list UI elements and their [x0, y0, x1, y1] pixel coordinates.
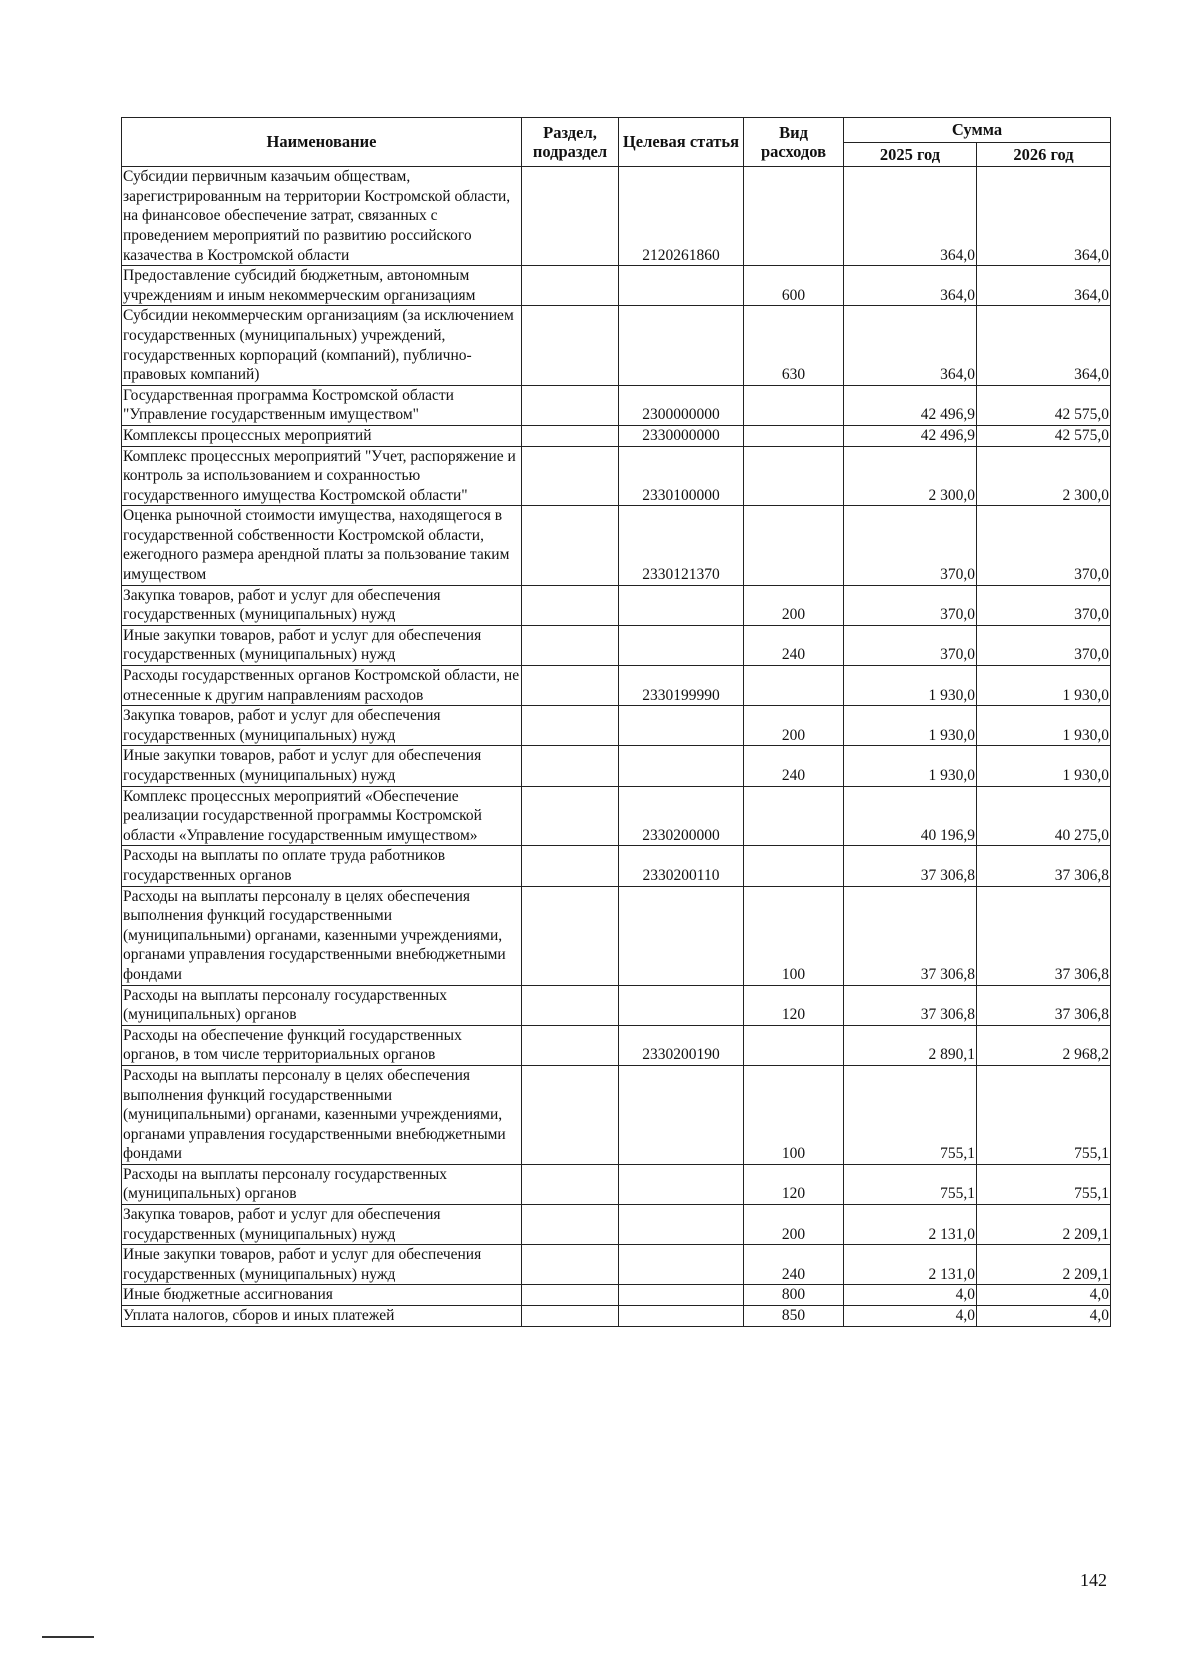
row-sum-2026-cell: 37 306,8: [977, 846, 1111, 886]
table-row: [122, 506, 1111, 585]
row-sum-2025-cell: 2 890,1: [844, 1025, 977, 1065]
row-sum-2025-cell: 1 930,0: [844, 706, 977, 746]
row-name-cell: Расходы на выплаты персоналу государственных (муниципальных) органов: [122, 985, 522, 1025]
row-vid-cell: 120: [744, 1164, 844, 1204]
row-sum-2026-cell: 4,0: [977, 1306, 1111, 1327]
row-celevaya-cell: 2330200190: [619, 1025, 744, 1065]
row-celevaya-cell: [619, 1164, 744, 1204]
table-row: [122, 666, 1111, 706]
table-row: [122, 846, 1111, 886]
row-razdel-cell: [522, 1285, 619, 1306]
table-row: [122, 1285, 1111, 1306]
table-row: [122, 266, 1111, 306]
row-celevaya-cell: 2120261860: [619, 167, 744, 266]
table-row: [122, 886, 1111, 985]
row-sum-2026-cell: 1 930,0: [977, 706, 1111, 746]
row-name-cell: Комплексы процессных мероприятий: [122, 425, 522, 446]
row-sum-2026-cell: 370,0: [977, 585, 1111, 625]
row-vid-cell: [744, 1025, 844, 1065]
row-sum-2026-cell: 364,0: [977, 167, 1111, 266]
row-celevaya-cell: 2330200110: [619, 846, 744, 886]
row-razdel-cell: [522, 1164, 619, 1204]
row-sum-2025-cell: 4,0: [844, 1306, 977, 1327]
row-sum-2026-cell: 364,0: [977, 306, 1111, 385]
row-razdel-cell: [522, 506, 619, 585]
row-sum-2025-cell: 1 930,0: [844, 666, 977, 706]
budget-table: [121, 117, 1111, 1327]
row-vid-cell: 850: [744, 1306, 844, 1327]
row-razdel-cell: [522, 746, 619, 786]
row-celevaya-cell: [619, 746, 744, 786]
row-razdel-cell: [522, 446, 619, 506]
table-row: [122, 985, 1111, 1025]
row-razdel-cell: [522, 1306, 619, 1327]
row-celevaya-cell: [619, 1205, 744, 1245]
row-vid-cell: 240: [744, 625, 844, 665]
row-sum-2025-cell: 42 496,9: [844, 385, 977, 425]
row-sum-2025-cell: 364,0: [844, 266, 977, 306]
row-razdel-cell: [522, 306, 619, 385]
row-vid-cell: [744, 385, 844, 425]
row-sum-2025-cell: 364,0: [844, 167, 977, 266]
row-sum-2025-cell: 364,0: [844, 306, 977, 385]
table-body: [122, 167, 1111, 1326]
header-razdel: Раздел, подраздел: [522, 118, 619, 167]
row-name-cell: Закупка товаров, работ и услуг для обеспечения государственных (муниципальных) нужд: [122, 706, 522, 746]
row-sum-2026-cell: 42 575,0: [977, 385, 1111, 425]
row-razdel-cell: [522, 985, 619, 1025]
row-name-cell: Иные бюджетные ассигнования: [122, 1285, 522, 1306]
row-vid-cell: 800: [744, 1285, 844, 1306]
row-name-cell: Комплекс процессных мероприятий «Обеспечение реализации государственной программы Костромской области «Управление государственным имуществом»: [122, 786, 522, 846]
row-name-cell: Оценка рыночной стоимости имущества, находящегося в государственной собственности Костромской области, ежегодного размера арендной платы за пользование таким имуществом: [122, 506, 522, 585]
row-sum-2026-cell: 40 275,0: [977, 786, 1111, 846]
row-sum-2026-cell: 755,1: [977, 1164, 1111, 1204]
row-vid-cell: 600: [744, 266, 844, 306]
row-sum-2026-cell: 4,0: [977, 1285, 1111, 1306]
header-vid: Вид расходов: [744, 118, 844, 167]
row-razdel-cell: [522, 425, 619, 446]
row-sum-2025-cell: 2 131,0: [844, 1205, 977, 1245]
row-celevaya-cell: [619, 585, 744, 625]
row-razdel-cell: [522, 886, 619, 985]
row-vid-cell: [744, 506, 844, 585]
table-row: [122, 1306, 1111, 1327]
row-name-cell: Расходы на выплаты персоналу государственных (муниципальных) органов: [122, 1164, 522, 1204]
table-row: [122, 385, 1111, 425]
row-razdel-cell: [522, 625, 619, 665]
row-vid-cell: 120: [744, 985, 844, 1025]
row-vid-cell: [744, 846, 844, 886]
row-name-cell: Субсидии некоммерческим организациям (за исключением государственных (муниципальных) учреждений, государственных корпораций (компаний), публично-правовых компаний): [122, 306, 522, 385]
row-sum-2025-cell: 42 496,9: [844, 425, 977, 446]
row-name-cell: Расходы на обеспечение функций государственных органов, в том числе территориальных органов: [122, 1025, 522, 1065]
row-name-cell: Уплата налогов, сборов и иных платежей: [122, 1306, 522, 1327]
row-name-cell: Расходы на выплаты по оплате труда работников государственных органов: [122, 846, 522, 886]
row-vid-cell: [744, 167, 844, 266]
row-sum-2026-cell: 364,0: [977, 266, 1111, 306]
row-celevaya-cell: [619, 985, 744, 1025]
row-celevaya-cell: 2330199990: [619, 666, 744, 706]
row-vid-cell: 100: [744, 1065, 844, 1164]
row-name-cell: Закупка товаров, работ и услуг для обеспечения государственных (муниципальных) нужд: [122, 585, 522, 625]
table-row: [122, 425, 1111, 446]
row-sum-2025-cell: 2 131,0: [844, 1245, 977, 1285]
row-name-cell: Иные закупки товаров, работ и услуг для обеспечения государственных (муниципальных) нужд: [122, 746, 522, 786]
row-sum-2026-cell: 37 306,8: [977, 985, 1111, 1025]
row-vid-cell: 100: [744, 886, 844, 985]
row-sum-2026-cell: 370,0: [977, 506, 1111, 585]
row-razdel-cell: [522, 666, 619, 706]
row-sum-2026-cell: 1 930,0: [977, 666, 1111, 706]
row-sum-2025-cell: 755,1: [844, 1164, 977, 1204]
table-row: [122, 446, 1111, 506]
row-name-cell: Закупка товаров, работ и услуг для обеспечения государственных (муниципальных) нужд: [122, 1205, 522, 1245]
row-name-cell: Субсидии первичным казачьим обществам, зарегистрированным на территории Костромской области, на финансовое обеспечение затрат, связанных с проведением мероприятий по развитию российского казачества в Костромской области: [122, 167, 522, 266]
row-sum-2026-cell: 2 209,1: [977, 1245, 1111, 1285]
row-razdel-cell: [522, 1205, 619, 1245]
row-razdel-cell: [522, 1025, 619, 1065]
row-sum-2026-cell: 2 209,1: [977, 1205, 1111, 1245]
row-celevaya-cell: [619, 625, 744, 665]
table-header: [122, 118, 1111, 167]
row-vid-cell: [744, 666, 844, 706]
row-celevaya-cell: 2300000000: [619, 385, 744, 425]
row-name-cell: Комплекс процессных мероприятий "Учет, распоряжение и контроль за использованием и сохранностью государственного имущества Костромской области": [122, 446, 522, 506]
row-celevaya-cell: [619, 306, 744, 385]
table-row: [122, 786, 1111, 846]
table-row: [122, 1205, 1111, 1245]
row-razdel-cell: [522, 585, 619, 625]
row-celevaya-cell: 2330200000: [619, 786, 744, 846]
row-vid-cell: 200: [744, 706, 844, 746]
header-year-2025: 2025 год: [844, 142, 977, 167]
header-name: Наименование: [122, 118, 522, 167]
table-row: [122, 1025, 1111, 1065]
row-celevaya-cell: [619, 1285, 744, 1306]
table-row: [122, 306, 1111, 385]
row-razdel-cell: [522, 385, 619, 425]
row-sum-2025-cell: 755,1: [844, 1065, 977, 1164]
table-row: [122, 167, 1111, 266]
scan-mark-line: [42, 1636, 94, 1638]
table-row: [122, 585, 1111, 625]
row-razdel-cell: [522, 786, 619, 846]
table-row: [122, 1065, 1111, 1164]
row-razdel-cell: [522, 846, 619, 886]
row-sum-2025-cell: 37 306,8: [844, 886, 977, 985]
page-number: 142: [1080, 1570, 1107, 1590]
row-sum-2025-cell: 40 196,9: [844, 786, 977, 846]
row-sum-2025-cell: 370,0: [844, 585, 977, 625]
row-vid-cell: [744, 446, 844, 506]
row-name-cell: Иные закупки товаров, работ и услуг для обеспечения государственных (муниципальных) нужд: [122, 1245, 522, 1285]
row-sum-2026-cell: 2 300,0: [977, 446, 1111, 506]
row-sum-2025-cell: 1 930,0: [844, 746, 977, 786]
row-vid-cell: 200: [744, 1205, 844, 1245]
row-name-cell: Расходы государственных органов Костромской области, не отнесенные к другим направлениям расходов: [122, 666, 522, 706]
row-sum-2026-cell: 755,1: [977, 1065, 1111, 1164]
row-celevaya-cell: [619, 886, 744, 985]
row-celevaya-cell: 2330121370: [619, 506, 744, 585]
row-sum-2025-cell: 37 306,8: [844, 846, 977, 886]
row-vid-cell: 630: [744, 306, 844, 385]
header-celevaya: Целевая статья: [619, 118, 744, 167]
header-summa: Сумма: [844, 118, 1111, 143]
row-name-cell: Предоставление субсидий бюджетным, автономным учреждениям и иным некоммерческим организациям: [122, 266, 522, 306]
row-name-cell: Иные закупки товаров, работ и услуг для обеспечения государственных (муниципальных) нужд: [122, 625, 522, 665]
row-razdel-cell: [522, 706, 619, 746]
row-sum-2026-cell: 37 306,8: [977, 886, 1111, 985]
row-razdel-cell: [522, 167, 619, 266]
row-vid-cell: 240: [744, 746, 844, 786]
row-celevaya-cell: [619, 1306, 744, 1327]
row-sum-2026-cell: 370,0: [977, 625, 1111, 665]
row-sum-2026-cell: 1 930,0: [977, 746, 1111, 786]
table-row: [122, 1245, 1111, 1285]
row-celevaya-cell: 2330000000: [619, 425, 744, 446]
row-celevaya-cell: 2330100000: [619, 446, 744, 506]
table-row: [122, 625, 1111, 665]
table-row: [122, 706, 1111, 746]
row-celevaya-cell: [619, 706, 744, 746]
row-celevaya-cell: [619, 266, 744, 306]
row-name-cell: Расходы на выплаты персоналу в целях обеспечения выполнения функций государственными (муниципальными) органами, казенными учреждениями, органами управления государственными внебюджетными фондами: [122, 886, 522, 985]
row-celevaya-cell: [619, 1065, 744, 1164]
row-vid-cell: [744, 425, 844, 446]
row-name-cell: Государственная программа Костромской области "Управление государственным имуществом": [122, 385, 522, 425]
row-celevaya-cell: [619, 1245, 744, 1285]
row-vid-cell: 200: [744, 585, 844, 625]
row-sum-2025-cell: 2 300,0: [844, 446, 977, 506]
row-vid-cell: 240: [744, 1245, 844, 1285]
table-row: [122, 746, 1111, 786]
table-row: [122, 1164, 1111, 1204]
row-razdel-cell: [522, 266, 619, 306]
row-sum-2025-cell: 370,0: [844, 625, 977, 665]
row-vid-cell: [744, 786, 844, 846]
row-sum-2025-cell: 4,0: [844, 1285, 977, 1306]
row-sum-2025-cell: 37 306,8: [844, 985, 977, 1025]
row-razdel-cell: [522, 1065, 619, 1164]
row-razdel-cell: [522, 1245, 619, 1285]
row-sum-2026-cell: 2 968,2: [977, 1025, 1111, 1065]
header-year-2026: 2026 год: [977, 142, 1111, 167]
row-sum-2025-cell: 370,0: [844, 506, 977, 585]
row-name-cell: Расходы на выплаты персоналу в целях обеспечения выполнения функций государственными (муниципальными) органами, казенными учреждениями, органами управления государственными внебюджетными фондами: [122, 1065, 522, 1164]
row-sum-2026-cell: 42 575,0: [977, 425, 1111, 446]
